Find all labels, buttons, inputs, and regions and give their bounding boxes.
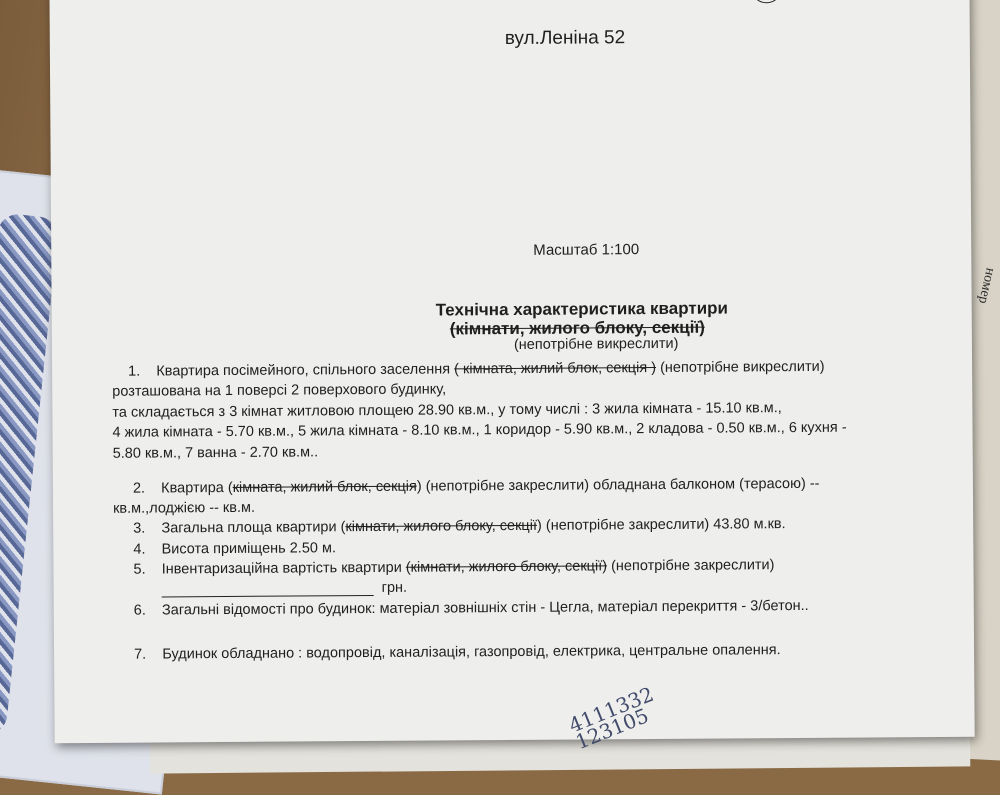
handwritten-number: 4111332 123105 (565, 681, 657, 755)
item-1-line-2: розташована на 1 поверсі 2 поверхового будинку, (112, 381, 447, 400)
item-5-line-1: 5. Інвентаризаційна вартість квартири (кімнати, жилого блоку, секції) (непотрібне закреслити) (133, 557, 775, 578)
item-1-line-5: 5.80 кв.м., 7 ванна - 2.70 кв.м.. (112, 444, 319, 462)
item-2-line-2: кв.м.,лоджією -- кв.м. (113, 499, 256, 517)
item-1-line-4: 4 жила кімната - 5.70 кв.м., 5 жила кімната - 8.10 кв.м., 1 коридор - 5.90 кв.м., 2 кладова - 0.50 кв.м., 6 кухня - (112, 419, 847, 441)
struck-subtitle: (кімнати, жилого блоку, секції) (449, 317, 705, 339)
page-number (750, 0, 782, 3)
item-2-line-1: 2. Квартира (кімната, жилий блок, секція) (непотрібне закреслити) обладнана балконом (терасою) -- (132, 475, 820, 497)
item-3: 3. Загальна площа квартири (кімнати, жилого блоку, секції) (непотрібне закреслити) 43.80 м.кв. (133, 516, 786, 537)
item-5-line-2: грн. (162, 580, 407, 598)
title-note: (непотрібне викреслити) (513, 335, 679, 353)
document-title: Технічна характеристика квартири (435, 298, 729, 320)
item-4: 4. Висота приміщень 2.50 м. (133, 540, 337, 558)
item-1-line-1: 1. Квартира посімейного, спільного заселення ( кімната, жилий блок, секція ) (непотрібне викреслити) (128, 358, 825, 380)
item-7: 7. Будинок обладнано : водопровід, каналізація, газопровід, електрика, центральне опалення. (134, 642, 781, 663)
document-page (49, 0, 974, 743)
value-blank-line (162, 581, 374, 597)
background-word: номер (974, 266, 998, 306)
item-1-line-3: та складається з 3 кімнат житловою площею 28.90 кв.м., у тому числі : 3 жила кімната - 15.10 кв.м., (112, 400, 782, 421)
address: вул.Леніна 52 (504, 27, 626, 50)
scale-label: Масштаб 1:100 (533, 241, 640, 259)
certificate-ornament (0, 212, 59, 735)
item-6: 6. Загальні відомості про будинок: матеріал зовнішніх стін - Цегла, матеріал перекриття - 3/бетон.. (133, 597, 809, 619)
